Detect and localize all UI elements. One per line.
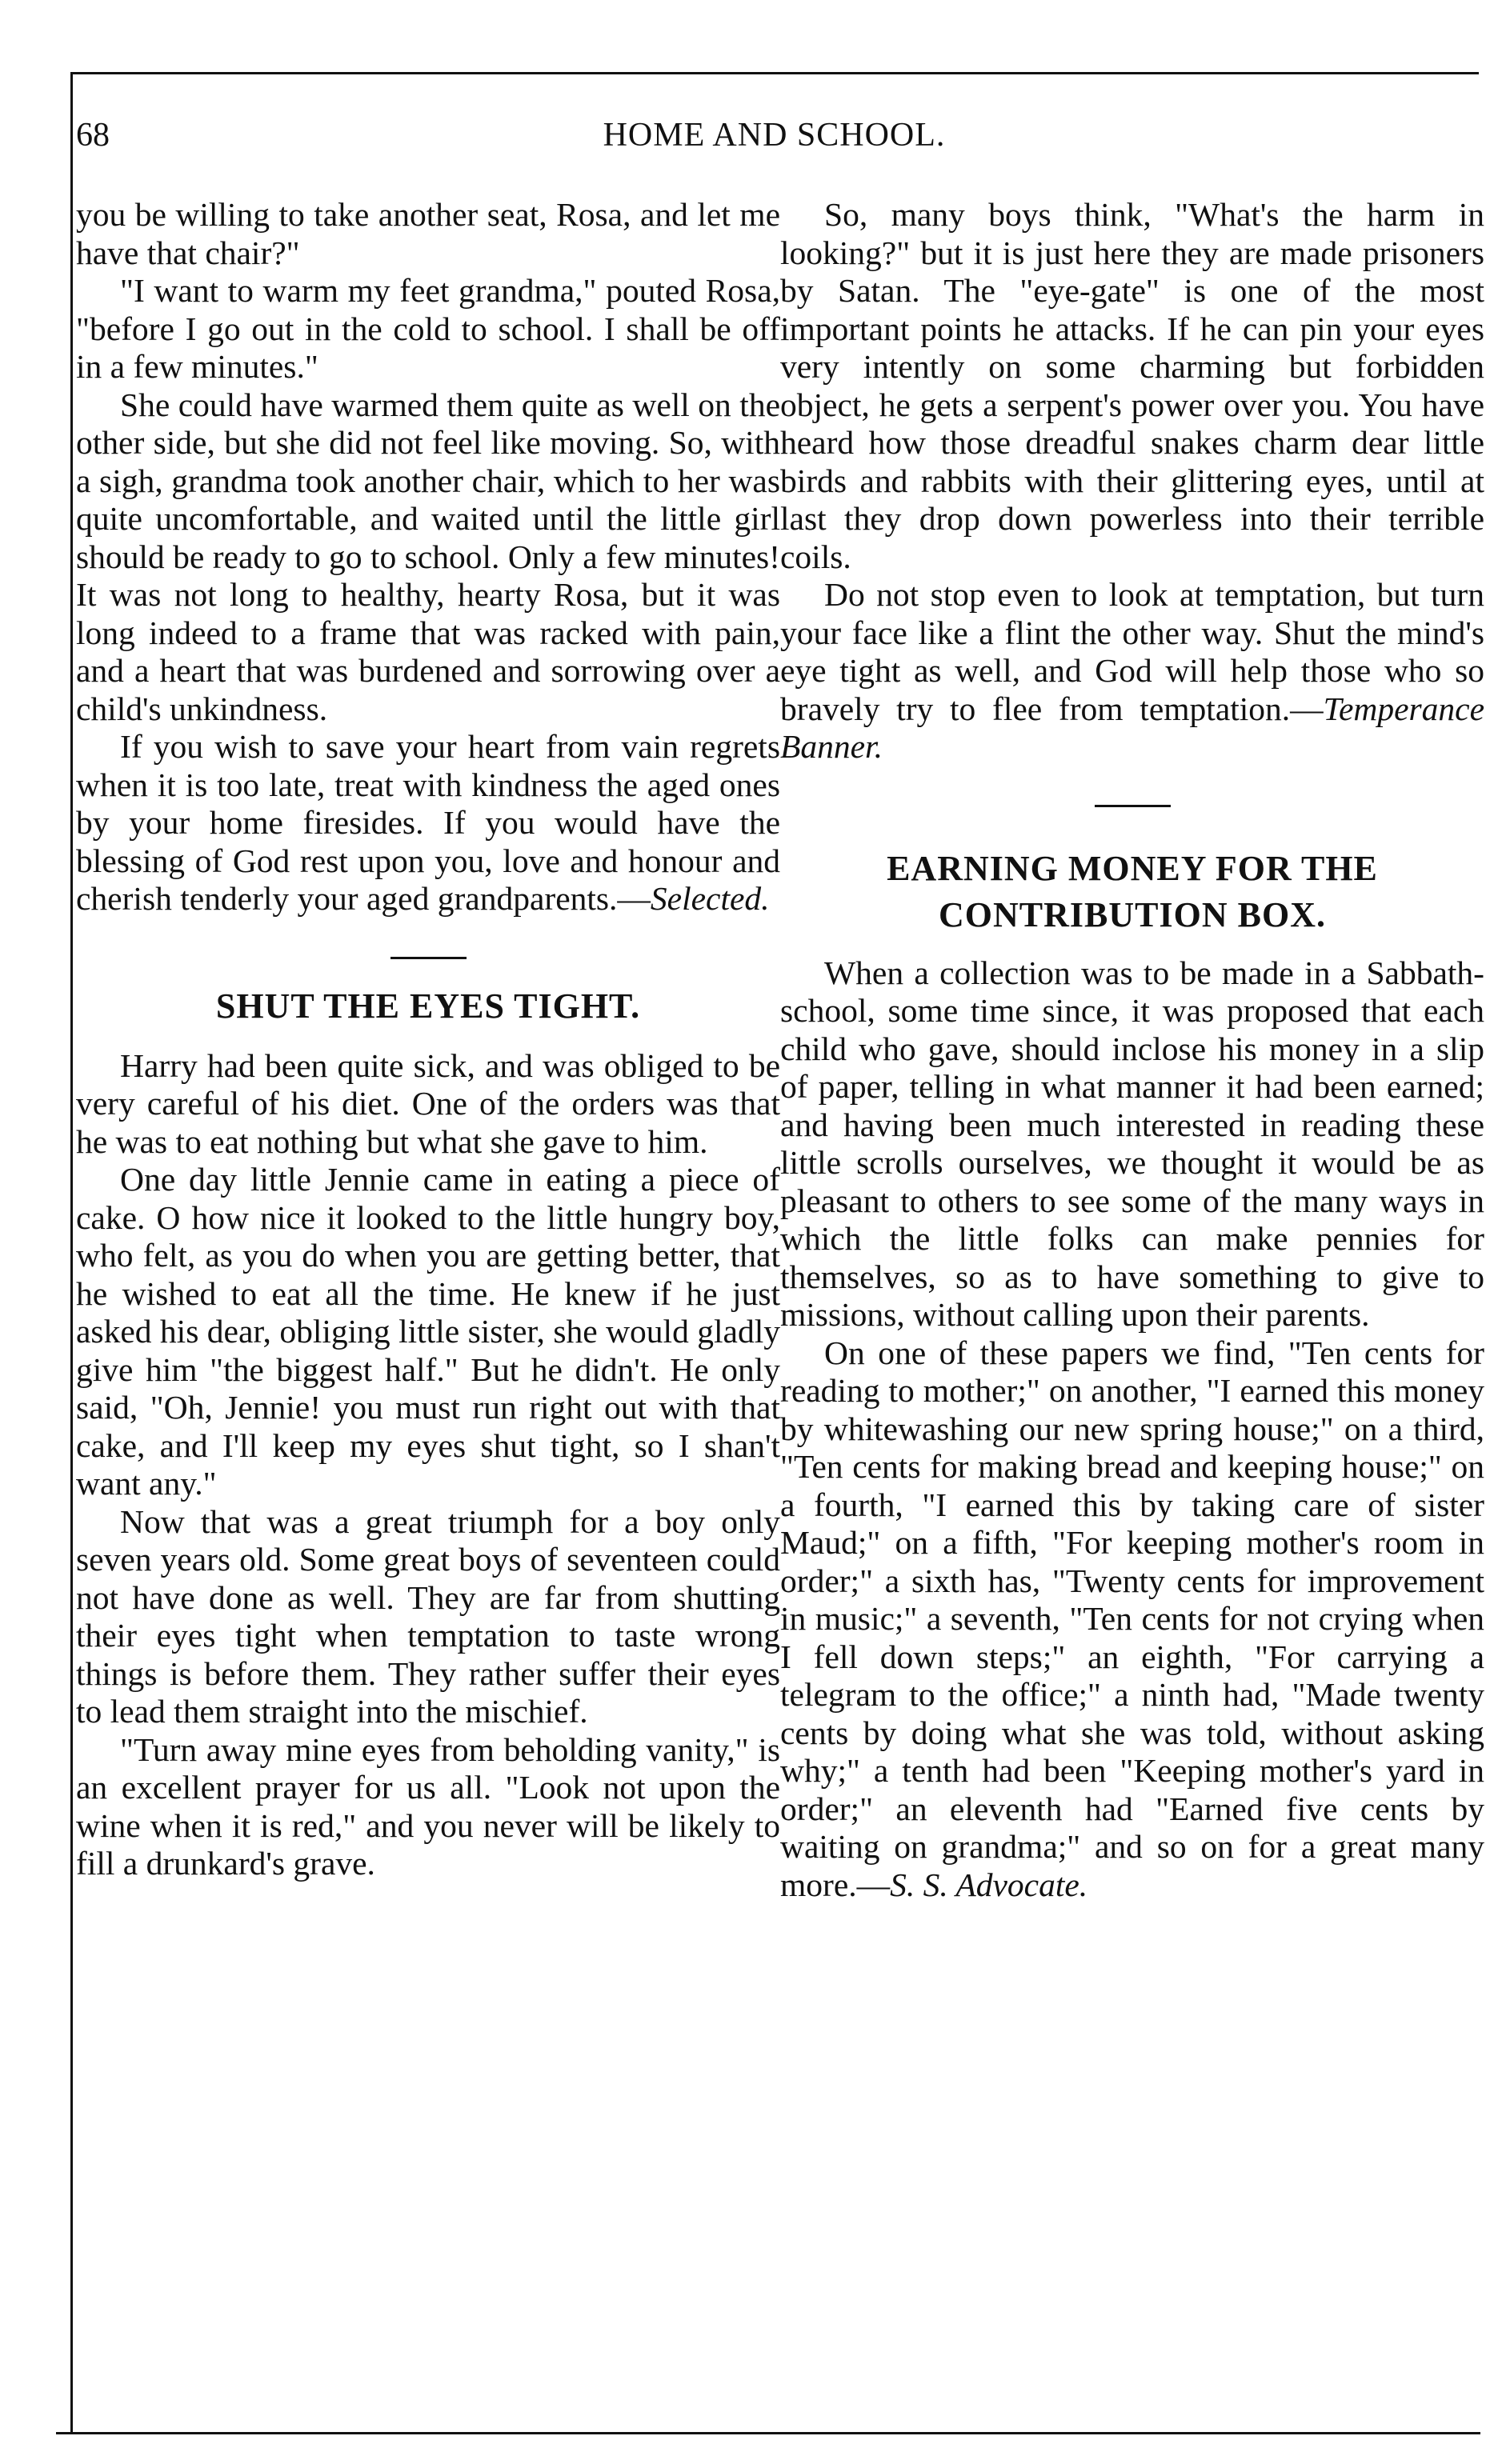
source-credit: S. S. Advocate.	[890, 1866, 1088, 1903]
top-rule	[70, 72, 1479, 74]
paragraph	[76, 728, 780, 918]
paragraph: One day little Jennie came in eating a piece of cake. O how nice it looked to the little hungry boy, who felt, as you do when you are getting better, that he wished to eat all the time. He knew if he just asked his dear, obliging little sister, she would gladly give him "the biggest half." But he didn't. He only said, "Oh, Jennie! you must run right out with that cake, and I'll keep my eyes shut tight, so I shan't want any."	[76, 1161, 780, 1502]
section-divider	[391, 957, 467, 959]
page-header	[76, 116, 1472, 164]
section-divider	[1095, 805, 1171, 807]
paragraph: "I want to warm my feet grandma," pouted Rosa, "before I go out in the cold to school. I shall be off in a few minutes."	[76, 272, 780, 385]
paragraph	[780, 576, 1484, 766]
paragraph: Now that was a great triumph for a boy only seven years old. Some great boys of seventeen could not have done as well. They are far from shutting their eyes tight when temptation to taste wrong things is before them. They rather suffer their eyes to lead them straight into the mischief.	[76, 1502, 780, 1730]
paragraph-text: Do not stop even to look at temptation, but turn your face like a flint the other way. Shut the mind's eye tight as well, and God will help those who so bravely try to flee from temptation.—	[780, 576, 1484, 727]
paragraph: She could have warmed them quite as well on the other side, but she did not feel like moving. So, with a sigh, grandma took another chair, which to her was quite uncomfortable, and waited until the little girl should be ready to go to school. Only a few minutes! It was not long to healthy, hearty Rosa, but it was long indeed to a frame that was racked with pain, and a heart that was burdened and sorrowing over a child's unkindness.	[76, 386, 780, 727]
left-rule	[70, 72, 73, 2432]
paragraph-text: If you wish to save your heart from vain regrets when it is too late, treat with kindness the aged ones by your home firesides. If you would have the blessing of God rest upon you, love and honour and cherish tenderly your aged grandparents.—	[76, 728, 780, 917]
paragraph: When a collection was to be made in a Sabbath-school, some time since, it was proposed that each child who gave, should inclose his money in a slip of paper, telling in what manner it had been earned; and having been much interested in reading these little scrolls ourselves, we thought it would be as pleasant to others to see some of the many ways in which the little folks can make pennies for themselves, so as to have something to give to missions, without calling upon their parents.	[780, 954, 1484, 1333]
right-column	[780, 196, 1484, 1904]
paragraph: you be willing to take another seat, Rosa, and let me have that chair?"	[76, 196, 780, 271]
running-head: HOME AND SCHOOL.	[603, 117, 946, 154]
bottom-rule	[56, 2432, 1480, 2434]
source-credit: Selected.	[650, 880, 770, 917]
left-column	[76, 196, 780, 1883]
paragraph: Harry had been quite sick, and was obliged to be very careful of his diet. One of the orders was that he was to eat nothing but what she gave to him.	[76, 1046, 780, 1160]
page-number: 68	[76, 117, 110, 154]
source-credit: Temperance Banner.	[780, 690, 1484, 765]
article-title: EARNING MONEY FOR THE CONTRIBUTION BOX.	[887, 848, 1378, 934]
article-title: SHUT THE EYES TIGHT.	[215, 986, 641, 1026]
paragraph	[780, 1334, 1484, 1905]
paragraph: So, many boys think, "What's the harm in looking?" but it is just here they are made prisoners by Satan. The "eye-gate" is one of the most important points he attacks. If he can pin your eyes very intently on some charming but forbidden object, he gets a serpent's power over you. You have heard how those dreadful snakes charm dear little birds and rabbits with their glittering eyes, until at last they drop down powerless into their terrible coils.	[780, 196, 1484, 575]
paragraph-text: On one of these papers we find, "Ten cents for reading to mother;" on another, "I earned this money by whitewashing our new spring house;" on a third, "Ten cents for making bread and keeping house;" on a fourth, "I earned this by taking care of sister Maud;" on a fifth, "For keeping mother's room in order;" a sixth has, "Twenty cents for improvement in music;" a seventh, "Ten cents for not crying when I fell down steps;" an eighth, "For carrying a telegram to the office;" a ninth had, "Made twenty cents by doing what she was told, without asking why;" a tenth had been "Keeping mother's yard in order;" an eleventh had "Earned five cents by waiting on grandma;" and so on for a great many more.—	[780, 1334, 1484, 1903]
paragraph: "Turn away mine eyes from beholding vanity," is an excellent prayer for us all. "Look not upon the wine when it is red," and you never will be likely to fill a drunkard's grave.	[76, 1730, 780, 1882]
